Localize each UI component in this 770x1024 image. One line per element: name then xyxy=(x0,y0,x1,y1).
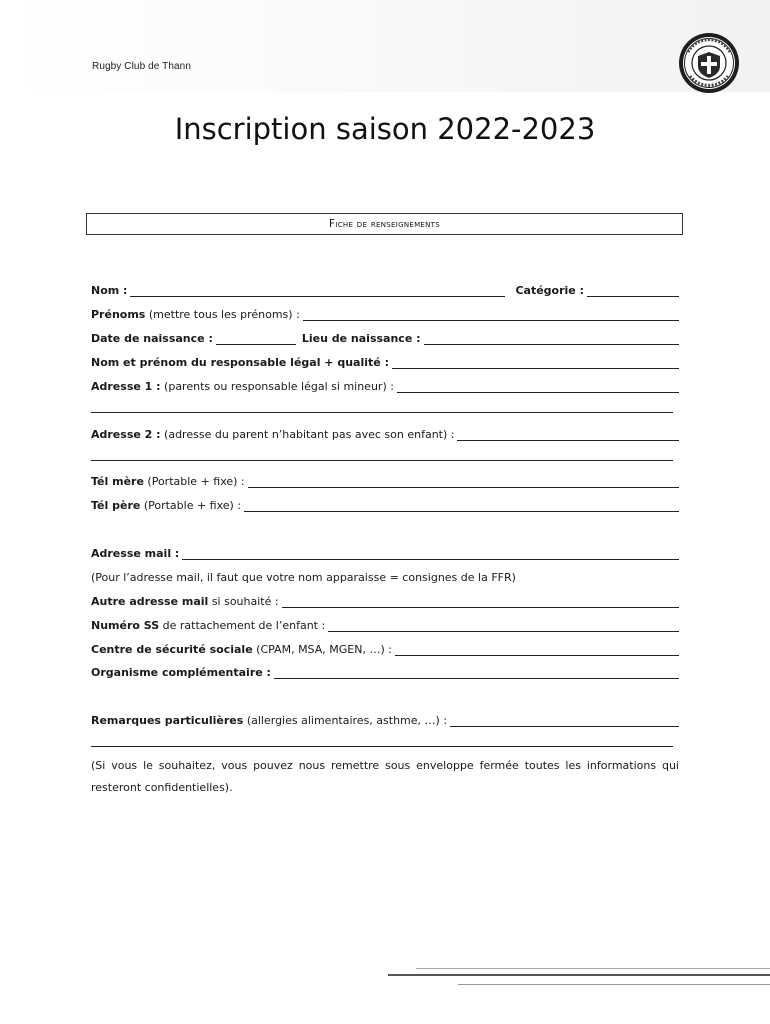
organisme-label: Organisme complémentaire : xyxy=(91,666,271,679)
autre-mail-label: Autre adresse mail xyxy=(91,595,209,608)
row-mail xyxy=(91,542,679,560)
ss-field[interactable] xyxy=(328,619,679,632)
remarques-hint: (allergies alimentaires, asthme, …) : xyxy=(246,714,448,727)
prenoms-field[interactable] xyxy=(303,308,679,321)
categorie-label: Catégorie : xyxy=(515,284,584,297)
footer-rule xyxy=(416,968,770,969)
mail-field[interactable] xyxy=(182,547,679,560)
adresse2-label: Adresse 2 : xyxy=(91,428,161,441)
row-adresse1 xyxy=(91,375,679,393)
section-title: Fiche de renseignements xyxy=(86,213,683,235)
header-band xyxy=(0,0,770,92)
row-tel-pere xyxy=(91,494,679,512)
ss-hint: de rattachement de l’enfant : xyxy=(162,619,326,632)
centre-label: Centre de sécurité sociale xyxy=(91,643,253,656)
row-organisme xyxy=(91,661,679,679)
remarques-extra-line[interactable] xyxy=(91,746,673,747)
date-naissance-label: Date de naissance : xyxy=(91,332,213,345)
organisme-field[interactable] xyxy=(274,666,679,679)
page-title: Inscription saison 2022-2023 xyxy=(174,112,596,146)
mail-label: Adresse mail : xyxy=(91,547,180,560)
tel-mere-label: Tél mère xyxy=(91,475,144,488)
ss-label: Numéro SS xyxy=(91,619,160,632)
row-naissance xyxy=(91,327,679,345)
remarques-label: Remarques particulières xyxy=(91,714,244,727)
adresse2-extra-line[interactable] xyxy=(91,460,673,461)
tel-mere-field[interactable] xyxy=(248,475,679,488)
row-ss xyxy=(91,614,679,632)
lieu-naissance-label: Lieu de naissance : xyxy=(301,332,421,345)
row-tel-mere xyxy=(91,470,679,488)
club-name: Rugby Club de Thann xyxy=(92,61,192,72)
row-adresse2 xyxy=(91,423,679,441)
closing-note: (Si vous le souhaitez, vous pouvez nous remettre sous enveloppe fermée toutes les informations qui resteront confidentielles). xyxy=(91,759,679,794)
adresse1-hint: (parents ou responsable légal si mineur) : xyxy=(164,380,394,393)
prenoms-hint: (mettre tous les prénoms) : xyxy=(148,308,300,321)
adresse2-hint: (adresse du parent n’habitant pas avec son enfant) : xyxy=(164,428,455,441)
row-nom xyxy=(91,279,679,297)
responsable-label: Nom et prénom du responsable légal + qualité : xyxy=(91,356,389,369)
row-remarques xyxy=(91,709,679,727)
nom-label: Nom : xyxy=(91,284,128,297)
nom-field[interactable] xyxy=(130,284,505,297)
tel-pere-hint: (Portable + fixe) : xyxy=(143,499,242,512)
prenoms-label: Prénoms xyxy=(91,308,146,321)
categorie-field[interactable] xyxy=(587,284,679,297)
date-naissance-field[interactable] xyxy=(216,332,296,345)
remarques-field[interactable] xyxy=(450,714,679,727)
footer-rule xyxy=(458,984,770,985)
rugby-club-seal-icon xyxy=(678,32,740,94)
tel-pere-label: Tél père xyxy=(91,499,141,512)
tel-mere-hint: (Portable + fixe) : xyxy=(147,475,245,488)
autre-mail-field[interactable] xyxy=(282,595,679,608)
autre-mail-hint: si souhaité : xyxy=(211,595,279,608)
adresse1-label: Adresse 1 : xyxy=(91,380,161,393)
row-mail-note xyxy=(91,566,679,584)
adresse1-field[interactable] xyxy=(397,380,679,393)
centre-field[interactable] xyxy=(395,643,679,656)
row-responsable xyxy=(91,351,679,369)
row-autre-mail xyxy=(91,590,679,608)
footer-rule xyxy=(388,974,770,976)
lieu-naissance-field[interactable] xyxy=(424,332,679,345)
tel-pere-field[interactable] xyxy=(244,499,679,512)
centre-hint: (CPAM, MSA, MGEN, …) : xyxy=(256,643,392,656)
adresse1-extra-line[interactable] xyxy=(91,412,673,413)
row-centre xyxy=(91,638,679,656)
responsable-field[interactable] xyxy=(392,356,679,369)
mail-note: (Pour l’adresse mail, il faut que votre nom apparaisse = consignes de la FFR) xyxy=(91,571,516,584)
adresse2-field[interactable] xyxy=(457,428,679,441)
row-prenoms xyxy=(91,303,679,321)
